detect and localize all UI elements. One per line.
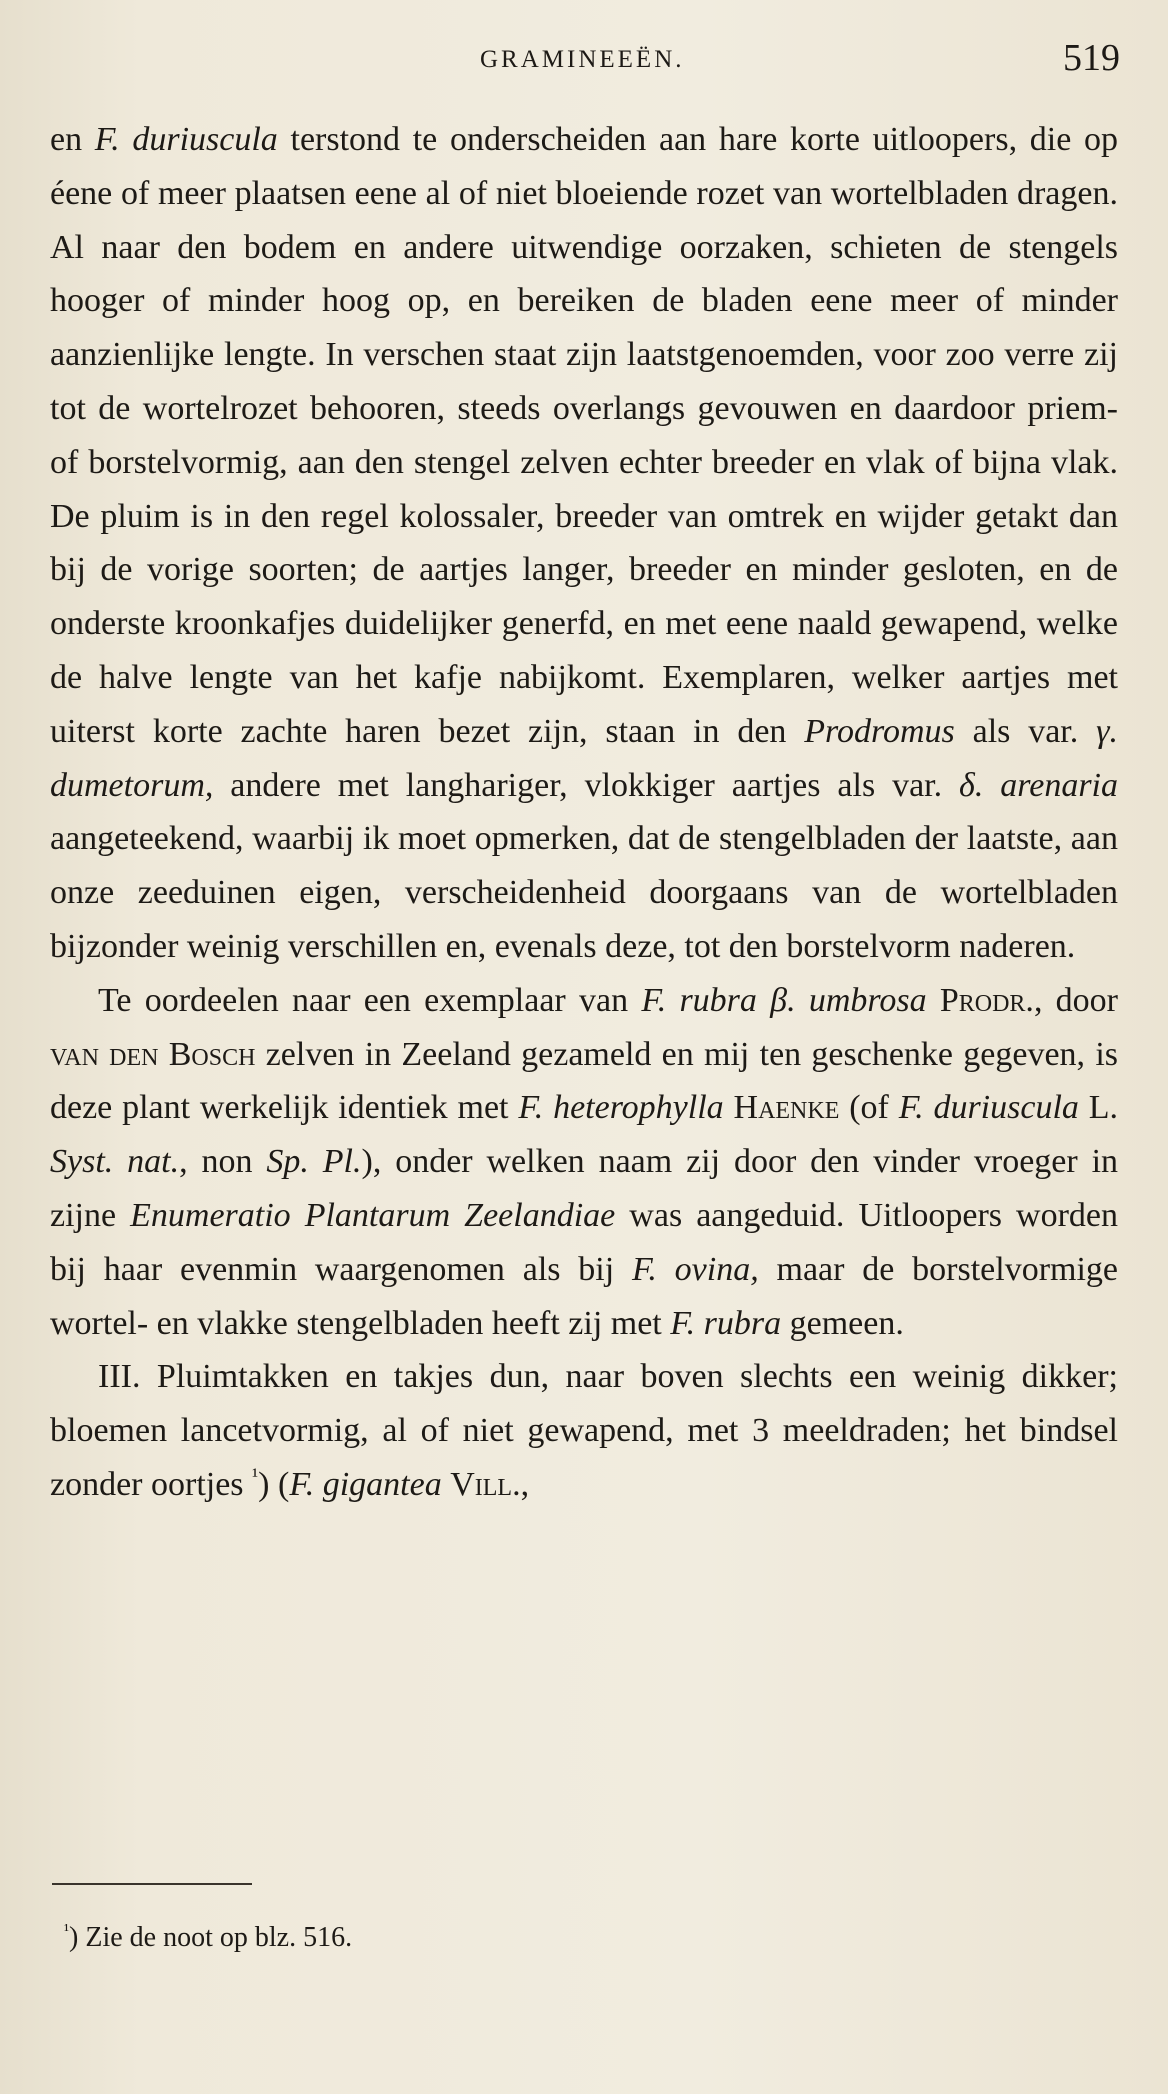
text-span: maar de borstelvormige wortel- en vlakke stengelbladen heeft zij met [50, 1250, 1118, 1342]
footnote-divider [52, 1883, 252, 1885]
text-span: , door [1033, 981, 1118, 1019]
text-span: Te oordeelen naar een exemplaar van [98, 981, 642, 1019]
text-span: III. Pluimtakken en takjes dun, naar boven slechts een weinig dikker; bloemen lancetvormig, al of niet gewapend, met 3 meeldraden; het bindsel zonder oortjes [50, 1358, 1118, 1503]
text-span: , [520, 1465, 530, 1503]
text-span: was aangeduid. Uitloopers worden bij haar evenmin waargenomen als bij [50, 1196, 1119, 1288]
text-span: ) ( [258, 1465, 290, 1503]
species-name: F. duriuscula [898, 1089, 1079, 1127]
page-number: 519 [1063, 37, 1120, 79]
work-title: Enumeratio Plantarum Zeelandiae [130, 1196, 616, 1234]
text-span: terstond te onderscheiden aan hare korte uitloopers, die op éene of meer plaatsen eene al of niet bloeiende rozet van wortelbladen dragen. Al naar den bodem en andere uitwendige oorzaken, schieten de stengels hooger of minder hoog op, en bereiken de bladen eene meer of minder aanzienlijke lengte. In verschen staat zijn laatstgenoemden, voor zoo verre zij tot de wortelrozet behooren, steeds overlangs gevouwen en daardoor priem- of borstelvormig, aan den stengel zelven echter breeder en vlak of bijna vlak. De pluim is in den regel kolossaler, breeder van omtrek en wijder getakt dan bij de vorige soorten; de aartjes langer, breeder en minder gesloten, en de onderste kroonkafjes duidelijker generfd, en met eene naald gewapend, welke de halve lengte van het kafje nabijkomt. Exemplaren, welker aartjes met uiterst korte zachte haren bezet zijn, staan in den [50, 121, 1118, 750]
running-title: GRAMINEEËN. [480, 46, 685, 73]
text-span: aangeteekend, waarbij ik moet opmerken, dat de stengelbladen der laatste, aan onze zeeduinen eigen, verscheidenheid doorgaans van de wortelbladen bijzonder weinig verschillen en, evenals deze, tot den borstelvorm naderen. [50, 820, 1118, 965]
text-span: en [50, 121, 95, 158]
text-span [442, 1466, 451, 1503]
species-name: F. duriuscula [94, 121, 278, 158]
author-abbrev: Prodr. [939, 981, 1034, 1019]
work-title: Prodromus [804, 712, 955, 750]
work-title: Sp. Pl. [266, 1143, 362, 1181]
variety-name: γ. dumetorum, [50, 712, 1118, 804]
footnote-ref[interactable]: ¹ [252, 1465, 259, 1488]
species-name: F. ovina, [631, 1250, 759, 1288]
paragraph-1 [50, 113, 1118, 974]
text-span: andere met langhariger, vlokkiger aartjes als var. [213, 766, 960, 804]
text-span [724, 1089, 734, 1126]
footnote-marker: ¹ [64, 1920, 70, 1940]
paragraph-3 [50, 1350, 1118, 1511]
text-span: , non [179, 1143, 267, 1181]
text-span: gemeen. [781, 1304, 904, 1342]
text-span: L. [1078, 1089, 1118, 1127]
page-header [0, 36, 1168, 86]
author-name: van den Bosch [50, 1035, 256, 1073]
species-name: F. rubra β. umbrosa [641, 981, 927, 1019]
author-abbrev: Vill. [450, 1465, 521, 1503]
variety-name: δ. arenaria [959, 766, 1119, 804]
footnote-text: ) Zie de noot op blz. 516. [69, 1922, 353, 1953]
work-title: Syst. nat. [50, 1143, 180, 1181]
species-name: F. gigantea [289, 1465, 442, 1503]
text-span [927, 982, 940, 1019]
text-span: als var. [954, 712, 1097, 750]
body-text [50, 113, 1118, 1512]
species-name: F. rubra [670, 1304, 782, 1342]
author-name: Haenke [733, 1089, 840, 1127]
text-span: ), onder welken naam zij door den vinder vroeger in zijne [50, 1143, 1119, 1234]
species-name: F. heterophylla [518, 1089, 724, 1127]
text-span: (of [839, 1089, 899, 1127]
text-span: zelven in Zeeland gezameld en mij ten geschenke gegeven, is deze plant werkelijk identiek met [50, 1035, 1118, 1127]
paragraph-2 [50, 974, 1118, 1351]
footnote [64, 1918, 964, 1958]
